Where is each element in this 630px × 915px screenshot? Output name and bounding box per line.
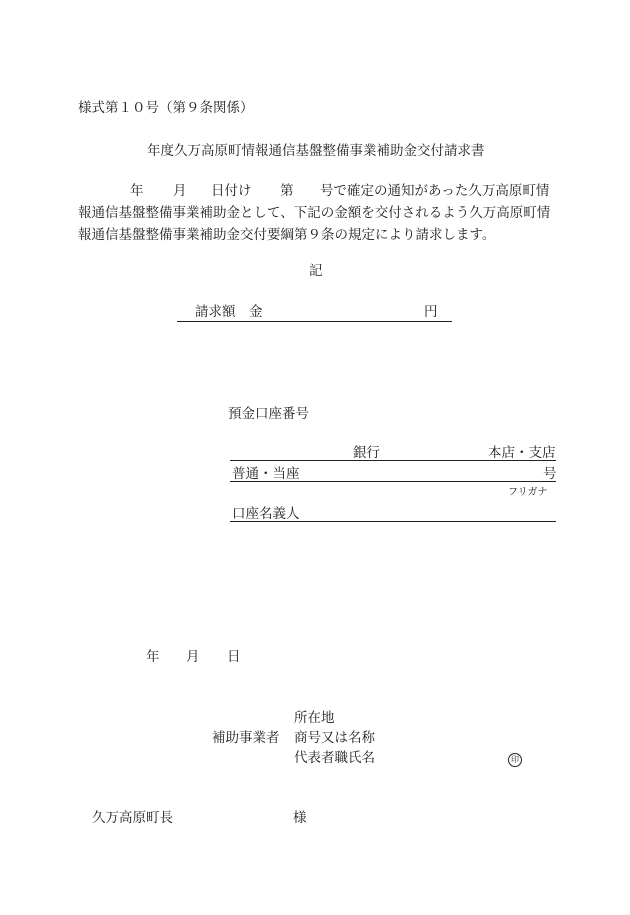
- account-type-underline: [230, 481, 556, 482]
- date-year: 年: [146, 649, 160, 665]
- body-year: 年: [130, 183, 144, 199]
- body-number-prefix: 第: [280, 183, 294, 199]
- body-line2: 報通信基盤整備事業補助金として、下記の金額を交付されるよう久万高原町情: [78, 205, 551, 221]
- account-number-suffix: 号: [543, 466, 557, 482]
- body-line3: 報通信基盤整備事業補助金交付要綱第９条の規定により請求します。: [78, 227, 496, 243]
- holder-underline: [230, 521, 556, 522]
- account-type: 普通・当座: [232, 466, 300, 482]
- seal-mark: [508, 749, 522, 767]
- applicant-company: 商号又は名称: [294, 730, 375, 746]
- ki-label: 記: [309, 263, 323, 279]
- applicant-address: 所在地: [294, 710, 335, 726]
- addressee-name: 久万高原町長: [92, 810, 173, 826]
- date-day: 日: [227, 649, 241, 665]
- body-date-suffix: 日付け: [211, 183, 252, 199]
- date-month: 月: [186, 649, 200, 665]
- account-branch: 本店・支店: [488, 445, 556, 461]
- claim-unit: 円: [424, 304, 438, 320]
- seal-icon: 印: [508, 753, 522, 767]
- claim-underline: [177, 321, 452, 322]
- applicant-representative: 代表者職氏名: [294, 750, 375, 766]
- form-number: 様式第１０号（第９条関係）: [78, 100, 254, 116]
- addressee-honorific: 様: [293, 810, 307, 826]
- body-line1-rest: 号で確定の通知があった久万高原町情: [320, 183, 550, 199]
- account-heading: 預金口座番号: [228, 406, 309, 422]
- account-holder: 口座名義人: [232, 506, 300, 522]
- bank-underline: [230, 460, 556, 461]
- claim-label: 請求額 金: [195, 304, 263, 320]
- account-bank: 銀行: [353, 445, 380, 461]
- body-month: 月: [173, 183, 187, 199]
- applicant-role: 補助事業者: [212, 730, 280, 746]
- form-title: 年度久万高原町情報通信基盤整備事業補助金交付請求書: [147, 143, 485, 159]
- furigana-label: フリガナ: [508, 487, 548, 498]
